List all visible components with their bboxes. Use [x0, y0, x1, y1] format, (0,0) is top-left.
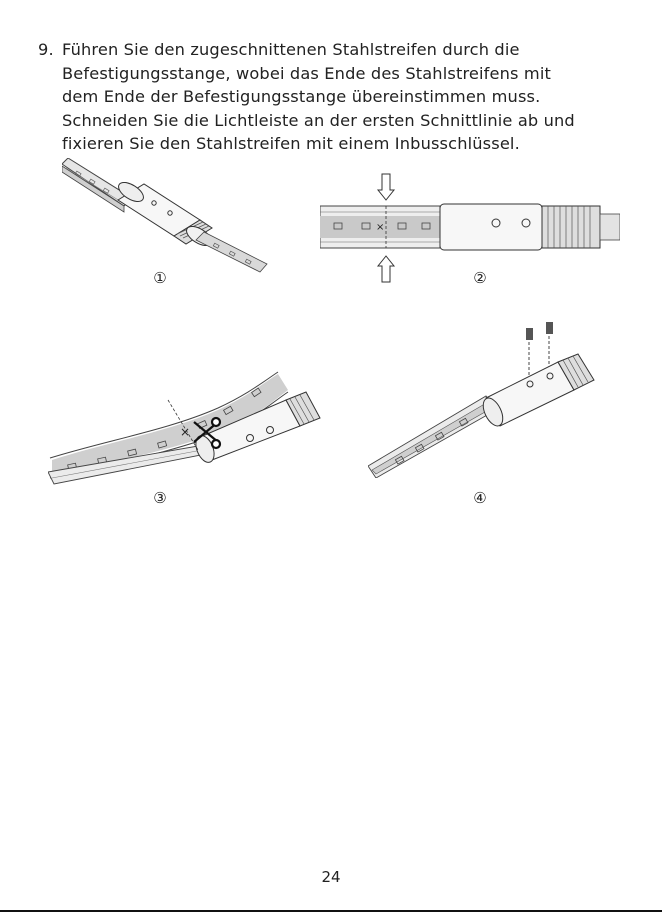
step-line: Schneiden Sie die Lichtleiste an der ersten Schnittlinie ab und — [62, 110, 575, 130]
svg-text:×: × — [180, 425, 191, 439]
figure-1-illustration — [62, 158, 272, 278]
bottom-rule — [0, 910, 662, 912]
figure-3-label: ③ — [153, 489, 167, 507]
figure-4-label: ④ — [473, 489, 487, 507]
step-line: Befestigungsstange, wobei das Ende des Stahlstreifens mit — [62, 63, 551, 83]
figure-4-illustration — [368, 318, 603, 478]
step-number: 9. — [38, 40, 54, 59]
page-number: 24 — [321, 868, 341, 886]
step-line: fixieren Sie den Stahlstreifen mit einem Inbusschlüssel. — [62, 134, 520, 153]
svg-text:×: × — [376, 222, 385, 233]
figure-2-label: ② — [473, 269, 487, 287]
figure-3-illustration — [48, 360, 328, 495]
figure-2-illustration — [320, 172, 620, 284]
step-text — [62, 38, 642, 156]
step-line: Führen Sie den zugeschnittenen Stahlstreifen durch die — [62, 40, 520, 59]
step-line: dem Ende der Befestigungsstange übereinstimmen muss. — [62, 87, 541, 106]
figure-1-label: ① — [153, 269, 167, 287]
